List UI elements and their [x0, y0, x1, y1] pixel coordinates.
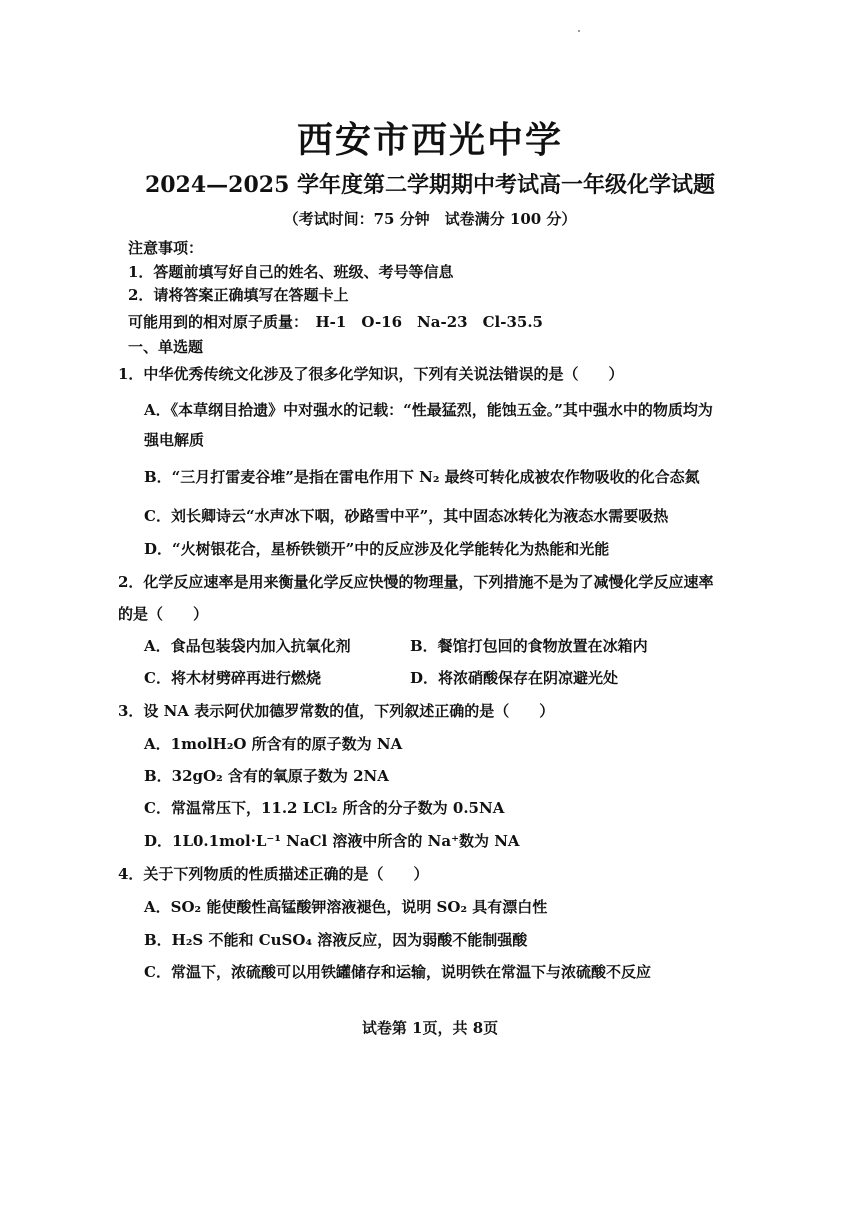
- scan-speck: [578, 30, 580, 32]
- question-option-continuation: 强电解质: [144, 431, 205, 449]
- question-option: D．“火树银花合，星桥铁锁开”中的反应涉及化学能转化为热能和光能: [144, 540, 610, 558]
- question-option: A．SO₂ 能使酸性高锰酸钾溶液褪色，说明 SO₂ 具有漂白性: [144, 898, 548, 916]
- question-stem: 4．关于下列物质的性质描述正确的是（ ）: [118, 865, 429, 883]
- question-option: A．食品包装袋内加入抗氧化剂: [144, 637, 351, 655]
- question-option: B．32gO₂ 含有的氧原子数为 2NA: [144, 767, 389, 785]
- question-stem: 3．设 NA 表示阿伏加德罗常数的值，下列叙述正确的是（ ）: [118, 702, 555, 720]
- question-option: B．H₂S 不能和 CuSO₄ 溶液反应，因为弱酸不能制强酸: [144, 931, 528, 949]
- question-stem: 2．化学反应速率是用来衡量化学反应快慢的物理量，下列措施不是为了减慢化学反应速率: [118, 573, 714, 591]
- note-item: 1．答题前填写好自己的姓名、班级、考号等信息: [128, 263, 454, 281]
- question-stem: 1．中华优秀传统文化涉及了很多化学知识，下列有关说法错误的是（ ）: [118, 365, 624, 383]
- section-heading: 一、单选题: [128, 338, 204, 356]
- question-option: C．常温下，浓硫酸可以用铁罐储存和运输，说明铁在常温下与浓硫酸不反应: [144, 963, 651, 981]
- question-option: C．常温常压下，11.2 LCl₂ 所含的分子数为 0.5NA: [144, 799, 505, 817]
- exam-time-info: （考试时间：75 分钟 试卷满分 100 分）: [283, 210, 577, 228]
- question-option: D．1L0.1mol·L⁻¹ NaCl 溶液中所含的 Na⁺数为 NA: [144, 832, 520, 850]
- question-option: A．1molH₂O 所含有的原子数为 NA: [144, 735, 403, 753]
- question-option: D．将浓硝酸保存在阴凉避光处: [410, 669, 619, 687]
- question-option: B．“三月打雷麦谷堆”是指在雷电作用下 N₂ 最终可转化成被农作物吸收的化合态氮: [144, 468, 700, 486]
- question-stem-continuation: 的是（ ）: [118, 605, 209, 623]
- question-option: B．餐馆打包回的食物放置在冰箱内: [410, 637, 648, 655]
- exam-title: 2024—2025 学年度第二学期期中考试高一年级化学试题: [144, 172, 716, 198]
- note-item: 2．请将答案正确填写在答题卡上: [128, 286, 349, 304]
- page-footer: 试卷第 1页，共 8页: [361, 1019, 499, 1037]
- question-option: A．《本草纲目拾遗》中对强水的记载：“性最猛烈，能蚀五金。”其中强水中的物质均为: [144, 401, 713, 419]
- question-option: C．刘长卿诗云“水声冰下咽，砂路雪中平”，其中固态冰转化为液态水需要吸热: [144, 507, 669, 525]
- atomic-masses: 可能用到的相对原子质量： H-1 O-16 Na-23 Cl-35.5: [128, 313, 543, 331]
- notes-heading: 注意事项：: [128, 239, 204, 257]
- question-option: C．将木材劈碎再进行燃烧: [144, 669, 321, 687]
- school-title: 西安市西光中学: [296, 119, 563, 161]
